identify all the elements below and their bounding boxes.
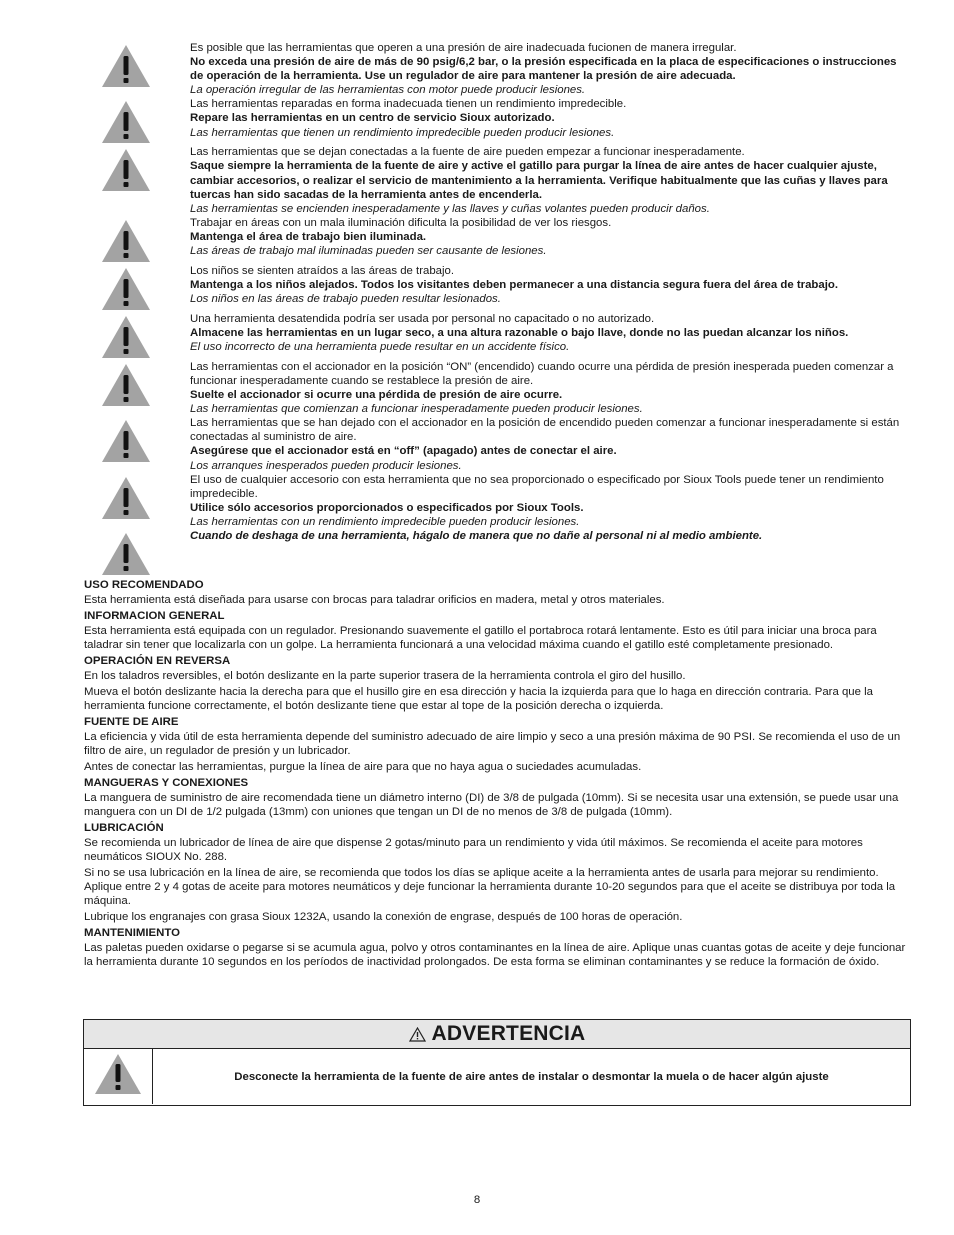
advertencia-body — [84, 1049, 910, 1104]
section-paragraph: Esta herramienta está diseñada para usarse con brocas para taladrar orificios en madera, metal y otros materiales. — [84, 594, 665, 606]
warning-line-bold: No exceda una presión de aire de más de 90 psig/6,2 bar, o la presión especificada en la placa de especificaciones o instrucciones de operación de la herramienta. Use un regulador de aire para mantener la presión de aire adecuada. — [190, 56, 897, 83]
advertencia-message: Desconecte la herramienta de la fuente de aire antes de instalar o desmontar la muela o de hacer algún ajuste — [234, 1070, 829, 1083]
warning-triangle-icon — [100, 418, 152, 464]
safety-warning — [100, 529, 912, 577]
safety-warning — [100, 473, 912, 529]
warning-line-normal: Las herramientas que se dejan conectadas a la fuente de aire pueden empezar a funcionar inesperadamente. — [190, 146, 745, 159]
warning-triangle-icon — [93, 1052, 143, 1101]
section-paragraph: Antes de conectar las herramientas, purgue la línea de aire para que no haya agua o suciedades acumuladas. — [84, 761, 642, 773]
warning-line-italic: La operación irregular de las herramientas con motor puede producir lesiones. — [190, 84, 586, 97]
warning-line-italic: Los niños en las áreas de trabajo pueden resultar lesionados. — [190, 293, 501, 306]
warning-triangle-icon — [100, 99, 152, 145]
warning-text — [190, 264, 912, 306]
warning-triangle-icon — [100, 362, 152, 408]
advertencia-box — [83, 1019, 911, 1106]
safety-warning — [100, 97, 912, 145]
warning-triangle-icon — [100, 43, 152, 89]
safety-warning — [100, 41, 912, 97]
advertencia-title: ADVERTENCIA — [431, 1022, 586, 1045]
warning-text — [190, 216, 912, 258]
warning-line-italic: Las herramientas que tienen un rendimiento impredecible pueden producir lesiones. — [190, 126, 615, 139]
warning-line-normal: Las herramientas reparadas en forma inadecuada tienen un rendimiento impredecible. — [190, 98, 627, 111]
warning-text — [190, 97, 912, 139]
page-number: 8 — [473, 1194, 481, 1206]
advertencia-icon-cell — [84, 1049, 153, 1104]
warning-text — [190, 473, 912, 529]
section-heading: LUBRICACIÓN — [84, 822, 164, 834]
warning-line-bolditalic: Cuando de deshaga de una herramienta, hágalo de manera que no dañe al personal ni al medio ambiente. — [190, 529, 763, 542]
warning-text — [190, 145, 912, 215]
advertencia-header — [84, 1020, 910, 1049]
warning-line-normal: Es posible que las herramientas que operen a una presión de aire inadecuada fucionen de manera irregular. — [190, 42, 737, 54]
warning-line-bold: Suelte el accionador si ocurre una pérdida de presión de aire ocurre. — [190, 389, 563, 402]
section-paragraph: La manguera de suministro de aire recomendada tiene un diámetro interno (DI) de 3/8 de pulgada (10mm). Si se necesita usar una extensión, se puede usar una manguera con un DI de 1/2 pulgada (13mm) con uniones que tengan un DI de no menos de 3/8 de pulgada (10mm). — [84, 792, 899, 818]
section-heading: OPERACIÓN EN REVERSA — [84, 655, 231, 667]
section-paragraph: Si no se usa lubricación en la línea de aire, se recomienda que todos los días se aplique aceite a la herramienta antes de usarla para mejorar su rendimiento. Aplique entre 2 y 4 gotas de aceite para motores neumáticos y deje funcionar la herramienta durante 10-20 segundos para que el aceite se distribuya por toda la máquina. — [84, 867, 896, 907]
warning-line-bold: Mantenga el área de trabajo bien iluminada. — [190, 230, 427, 243]
warning-line-normal: Las herramientas con el accionador en la posición “ON” (encendido) cuando ocurre una pérdida de presión inesperada pueden comenzar a funcionar inesperadamente cuando se restablece la presión de aire. — [190, 360, 894, 387]
warning-line-normal: Una herramienta desatendida podría ser usada por personal no capacitado o no autorizado. — [190, 312, 655, 325]
section-paragraph: Se recomienda un lubricador de línea de aire que dispense 2 gotas/minuto para un rendimiento y vida útil máximos. Se recomienda el aceite para motores neumáticos SIOUX No. 288. — [84, 837, 863, 863]
warning-text — [190, 312, 912, 354]
safety-warnings-list — [100, 41, 912, 577]
warning-line-bold: Saque siempre la herramienta de la fuente de aire y active el gatillo para purgar la línea de aire antes de hacer cualquier ajuste, cambiar accesorios, o realizar el servicio de mantenimiento a la herramienta. Verifique habitualmente que las cuñas y llaves para tuercas han sido sacadas de la herramienta antes de encenderla. — [190, 160, 888, 201]
section-paragraph: La eficiencia y vida útil de esta herramienta depende del suministro adecuado de aire limpio y seco a una presión máxima de 90 PSI. Se recomienda el uso de un filtro de aire, un regulador de presión y un lubricador. — [84, 731, 901, 757]
section-paragraph: Las paletas pueden oxidarse o pegarse si se acumula agua, polvo y otros contaminantes en la línea de aire. Aplique unas cuantas gotas de aceite y deje funcionar la herramienta durante 10 segundos en los períodos de inactividad prolongados. De esta forma se eliminan contaminantes y se reduce la formación de óxido. — [84, 942, 906, 968]
warning-line-bold: Utilice sólo accesorios proporcionados o especificados por Sioux Tools. — [190, 501, 584, 514]
warning-triangle-icon — [100, 475, 152, 521]
section-heading: INFORMACION GENERAL — [84, 610, 225, 622]
warning-line-bold: Asegúrese que el accionador está en “off” (apagado) antes de conectar el aire. — [190, 445, 617, 458]
safety-warning — [100, 360, 912, 416]
section-paragraph: En los taladros reversibles, el botón deslizante en la parte superior trasera de la herramienta controla el giro del husillo. — [84, 670, 686, 682]
instruction-sections — [84, 576, 910, 971]
warning-line-italic: Las herramientas se encienden inesperadamente y las llaves y cuñas volantes pueden producir daños. — [190, 202, 710, 215]
warning-line-normal: El uso de cualquier accesorio con esta herramienta que no sea proporcionado o especificado por Sioux Tools puede tener un rendimiento impredecible. — [190, 473, 884, 500]
warning-line-bold: Almacene las herramientas en un lugar seco, a una altura razonable o bajo llave, donde no las puedan alcanzar los niños. — [190, 326, 849, 339]
section-heading: MANTENIMIENTO — [84, 927, 180, 939]
section-paragraph: Lubrique los engranajes con grasa Sioux 1232A, usando la conexión de engrase, después de 100 horas de operación. — [84, 911, 683, 923]
warning-line-italic: Los arranques inesperados pueden producir lesiones. — [190, 459, 462, 472]
warning-text — [190, 360, 912, 416]
section-heading: USO RECOMENDADO — [84, 579, 204, 591]
safety-warning — [100, 145, 912, 215]
safety-warning — [100, 264, 912, 312]
safety-warning — [100, 216, 912, 264]
section-heading: MANGUERAS Y CONEXIONES — [84, 777, 249, 789]
warning-line-italic: Las herramientas que comienzan a funcionar inesperadamente pueden producir lesiones. — [190, 403, 643, 416]
warning-line-normal: Las herramientas que se han dejado con el accionador en la posición de encendido pueden comenzar a funcionar inesperadamente si están conectadas al suministro de aire. — [190, 417, 900, 444]
safety-warning — [100, 312, 912, 360]
warning-line-italic: Las herramientas con un rendimiento impredecible pueden producir lesiones. — [190, 515, 580, 528]
section-paragraph: Mueva el botón deslizante hacia la derecha para que el husillo gire en esa dirección y hacia la izquierda para que lo haga en dirección contraria. Para que la herramienta funcione correctamente, el botón deslizante tiene que estar al tope de la posición derecha o izquierda. — [84, 686, 873, 712]
warning-line-italic: El uso incorrecto de una herramienta puede resultar en un accidente físico. — [190, 341, 570, 354]
warning-line-bold: Repare las herramientas en un centro de servicio Sioux autorizado. — [190, 112, 555, 125]
warning-text — [190, 41, 912, 97]
warning-text — [190, 529, 912, 543]
warning-line-bold: Mantenga a los niños alejados. Todos los visitantes deben permanecer a una distancia segura fuera del área de trabajo. — [190, 278, 838, 291]
warning-line-italic: Las áreas de trabajo mal iluminadas pueden ser causante de lesiones. — [190, 245, 547, 258]
warning-triangle-icon — [100, 266, 152, 312]
safety-warning — [100, 416, 912, 472]
warning-triangle-icon — [100, 218, 152, 264]
warning-line-normal: Trabajar en áreas con un mala iluminación dificulta la posibilidad de ver los riesgos. — [190, 216, 612, 229]
section-heading: FUENTE DE AIRE — [84, 716, 179, 728]
warning-text — [190, 416, 912, 472]
warning-triangle-icon — [100, 147, 152, 193]
warning-line-normal: Los niños se sienten atraídos a las áreas de trabajo. — [190, 264, 455, 277]
warning-triangle-icon — [100, 314, 152, 360]
warning-triangle-icon — [100, 531, 152, 577]
section-paragraph: Esta herramienta está equipada con un regulador. Presionando suavemente el gatillo el portabroca rotará lentamente. Esto es útil para iniciar una broca para taladrar sin tener que localizarla con un golpe. La herramienta funcionará a una velocidad máxima cuando el gatillo esté completamente presionado. — [84, 625, 877, 651]
warning-triangle-outline-icon — [409, 1027, 426, 1042]
